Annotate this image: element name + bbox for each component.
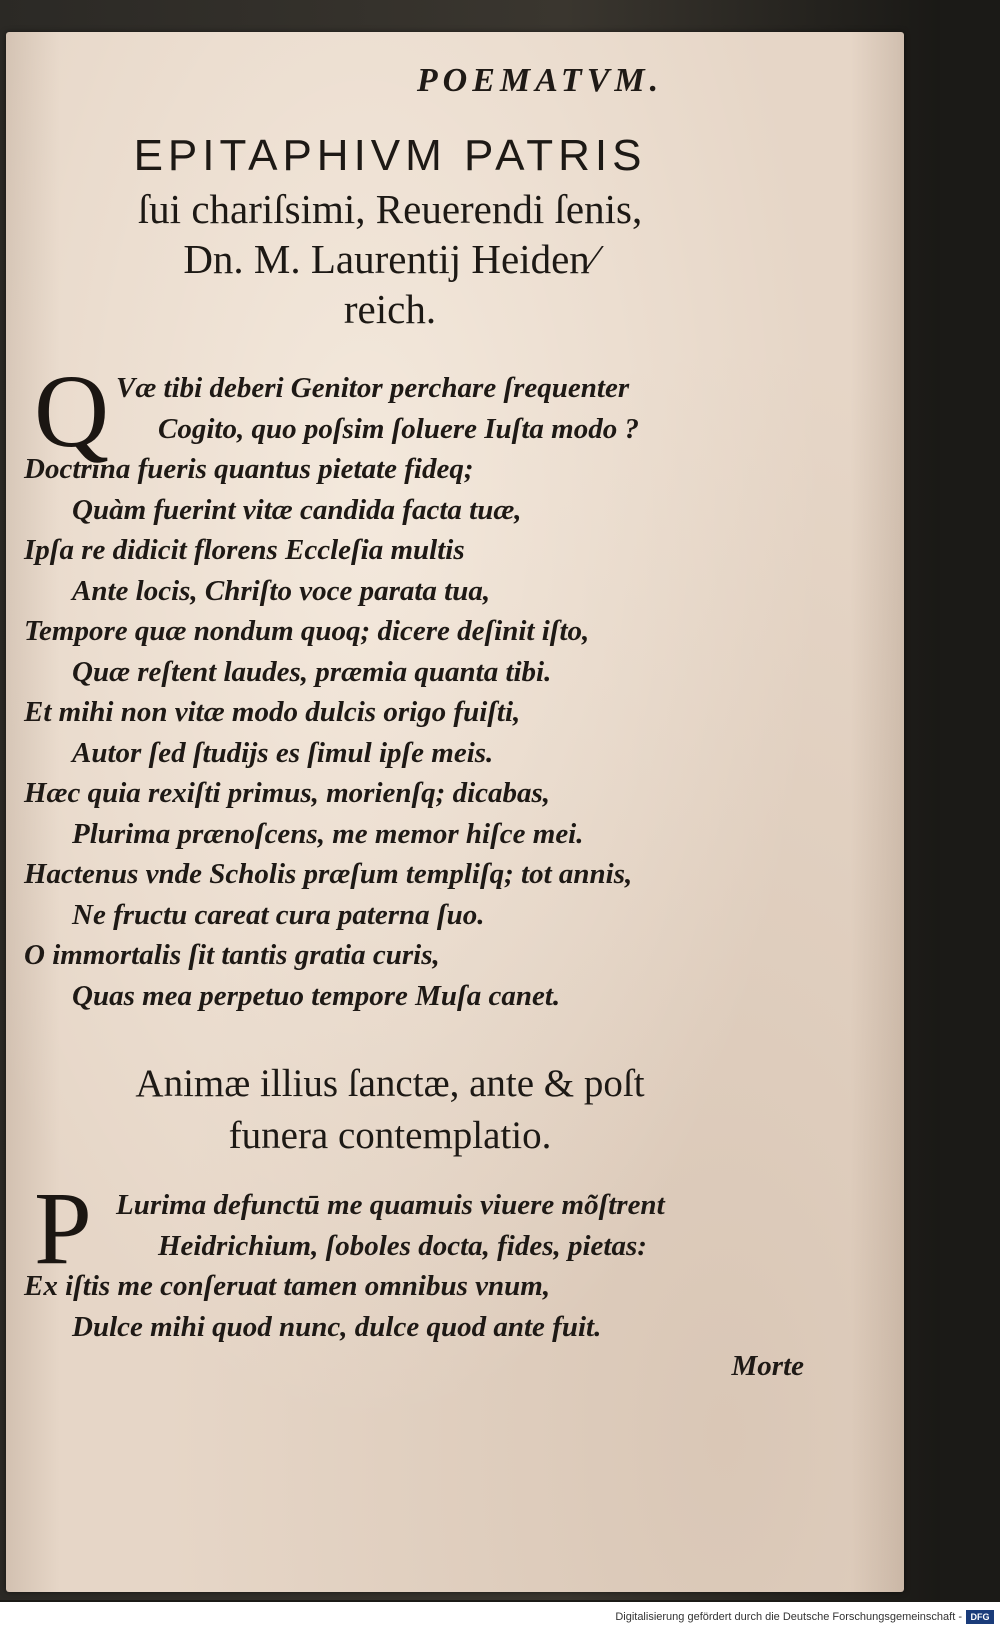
- verse-line: Hactenus vnde Scholis præſum templiſq; tot annis,: [24, 858, 633, 890]
- subtitle-line: Animæ illius ſanctæ, ante & poſt: [135, 1062, 645, 1105]
- verse-line: Plurima prænoſcens, me memor hiſce mei.: [72, 817, 584, 850]
- title-line: EPITAPHIVM PATRIS: [133, 131, 647, 180]
- contemplatio-poem: [24, 1171, 724, 1347]
- subtitle-line: funera contemplatio.: [228, 1114, 552, 1157]
- verse-line: Doctrina fueris quantus pietate fideq;: [24, 453, 474, 485]
- verse-line: Cogito, quo poſsim ſoluere Iuſta modo ?: [158, 412, 639, 445]
- verse-line: Hæc quia rexiſti primus, morienſq; dicabas,: [24, 777, 551, 809]
- dfg-logo: DFG: [966, 1610, 994, 1624]
- verse-line: Et mihi non vitæ modo dulcis origo fuiſti,: [24, 696, 521, 728]
- verse-line: Væ tibi deberi Genitor perchare ſrequenter: [116, 372, 630, 404]
- epitaph-title: [40, 128, 740, 334]
- verse-line: Quæ reſtent laudes, præmia quanta tibi.: [72, 655, 552, 688]
- verse-line: O immortalis ſit tantis gratia curis,: [24, 939, 440, 971]
- drop-cap: Q: [34, 354, 110, 469]
- verse-line: Quàm fuerint vitæ candida facta tuæ,: [72, 493, 522, 526]
- epitaph-poem: [24, 354, 724, 1016]
- running-head: POEMATVM.: [416, 62, 664, 99]
- verse-line: Heidrichium, ſoboles docta, fides, pietas:: [158, 1229, 647, 1262]
- title-line: ſui chariſsimi, Reuerendi ſenis,: [137, 186, 643, 232]
- catchword: Morte: [731, 1350, 804, 1382]
- title-line: Dn. M. Laurentij Heiden⁄: [183, 236, 597, 282]
- verse-line: Ipſa re didicit florens Eccleſia multis: [24, 534, 465, 566]
- drop-cap: P: [34, 1171, 92, 1286]
- contemplatio-heading: [40, 1058, 740, 1162]
- verse-line: Quas mea perpetuo tempore Muſa canet.: [72, 979, 561, 1012]
- title-line: reich.: [343, 286, 437, 332]
- funding-credit: Digitalisierung gefördert durch die Deutsche Forschungsgemeinschaft -: [615, 1611, 962, 1623]
- verse-line: Tempore quæ nondum quoq; dicere deſinit iſto,: [24, 615, 590, 647]
- verse-line: Ne fructu careat cura paterna ſuo.: [72, 898, 485, 931]
- verse-line: Dulce mihi quod nunc, dulce quod ante fuit.: [72, 1310, 602, 1343]
- verse-line: Ex iſtis me conſeruat tamen omnibus vnum,: [24, 1270, 551, 1302]
- verse-line: Lurima defunctū me quamuis viuere mõſtrent: [116, 1189, 665, 1221]
- verse-line: Autor ſed ſtudijs es ſimul ipſe meis.: [72, 736, 494, 769]
- verse-line: Ante locis, Chriſto voce parata tua,: [72, 574, 491, 607]
